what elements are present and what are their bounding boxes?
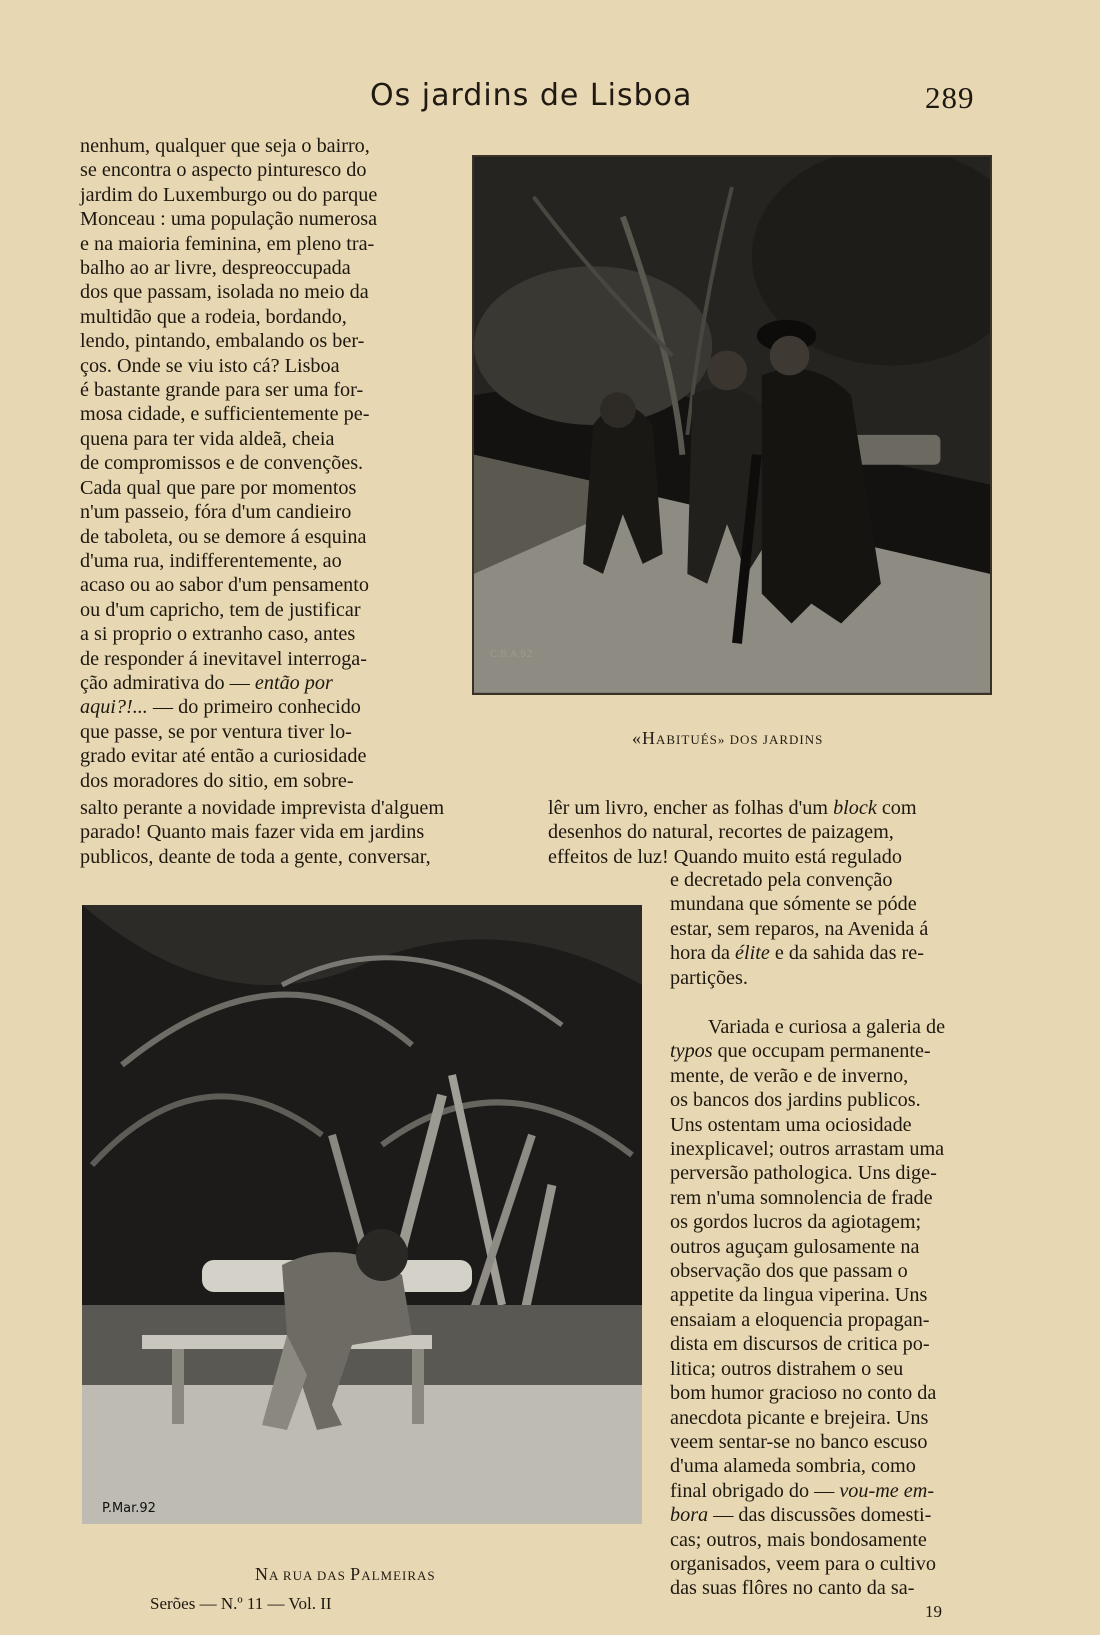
- text-line: appetite da lingua viperina. Uns: [670, 1284, 928, 1307]
- text-line: e decretado pela convenção: [670, 869, 893, 891]
- text-line: veem sentar-se no banco escuso: [670, 1430, 928, 1453]
- text-line: estar, sem reparos, na Avenida á: [670, 917, 929, 940]
- text-line: Uns ostentam uma ociosidade: [670, 1113, 912, 1136]
- text-line: de responder á inevitavel interroga-: [80, 647, 367, 670]
- text-line: dos que passam, isolada no meio da: [80, 281, 369, 304]
- text-line: lendo, pintando, embalando os ber-: [80, 330, 365, 353]
- text-line: anecdota picante e brejeira. Uns: [670, 1406, 929, 1429]
- text-line: [670, 941, 1005, 965]
- text-line: mundana que sómente se póde: [670, 893, 917, 916]
- text-line: jardim do Luxemburgo ou do parque: [80, 183, 378, 206]
- photo-habitues: [472, 155, 992, 695]
- text-run: final obrigado do —: [670, 1479, 840, 1502]
- column-right-text: [670, 868, 1005, 990]
- text-line: observação dos que passam o: [670, 1260, 908, 1283]
- text-line: outros aguçam gulosamente na: [670, 1235, 920, 1258]
- column-right-paragraph: [670, 1015, 1005, 1601]
- photo-habitues-image: [474, 157, 990, 693]
- text-line: de compromissos e de convenções.: [80, 452, 364, 475]
- photo-palmeiras: [82, 905, 642, 1524]
- footer-signature-mark: 19: [925, 1602, 942, 1621]
- text-line: salto perante a novidade imprevista d'alguem: [80, 797, 445, 819]
- text-line: rem n'uma somnolencia de frade: [670, 1186, 933, 1209]
- text-line: [670, 1039, 1005, 1063]
- text-line: Variada e curiosa a galeria de: [708, 1016, 946, 1038]
- italic-run: então por: [254, 671, 333, 694]
- text-run: — do primeiro conhecido: [147, 696, 361, 719]
- text-line: effeitos de luz! Quando muito está regulado: [548, 845, 902, 868]
- text-line: mente, de verão e de inverno,: [670, 1064, 909, 1087]
- page-number: 289: [925, 80, 975, 115]
- text-line: ou d'um capricho, tem de justificar: [80, 598, 361, 621]
- caption-habitues: [632, 728, 823, 749]
- text-run: que occupam permanente-: [712, 1040, 931, 1063]
- text-line: mosa cidade, e sufficientemente pe-: [80, 403, 370, 426]
- text-line: multidão que a rodeia, bordando,: [80, 305, 347, 328]
- text-line: e na maioria feminina, em pleno tra-: [80, 232, 375, 255]
- text-line: [80, 671, 442, 695]
- text-line: de taboleta, ou se demore á esquina: [80, 525, 367, 548]
- text-line: cas; outros, mais bondosamente: [670, 1528, 927, 1551]
- text-line: inexplicavel; outros arrastam uma: [670, 1138, 945, 1161]
- text-run: ção admirativa do —: [80, 671, 255, 694]
- photo-signature: P.Mar.92: [102, 1501, 156, 1516]
- footer-issue-info: Serões — N.º 11 — Vol. II: [150, 1594, 332, 1613]
- text-line: balho ao ar livre, despreoccupada: [80, 257, 351, 280]
- caption-palmeiras: [255, 1564, 436, 1585]
- caption-rest: ABITUÉS» DOS JARDINS: [656, 732, 824, 747]
- photo-palmeiras-image: [82, 905, 642, 1524]
- text-run: hora da: [670, 942, 736, 965]
- text-run: e da sahida das re-: [769, 942, 924, 965]
- italic-run: block: [833, 797, 877, 819]
- text-line: ensaiam a eloquencia propagan-: [670, 1308, 930, 1331]
- text-run: — das discussões domesti-: [708, 1504, 932, 1527]
- text-line: desenhos do natural, recortes de paizagem,: [548, 821, 894, 844]
- caption-run: ALMEIRAS: [361, 1568, 436, 1583]
- text-line: acaso ou ao sabor d'um pensamento: [80, 574, 369, 597]
- page-title: Os jardins de Lisboa: [370, 78, 693, 113]
- text-line: os bancos dos jardins publicos.: [670, 1089, 921, 1112]
- column-left-text: [80, 134, 442, 793]
- text-run: com: [876, 797, 917, 819]
- text-line: grado evitar até então a curiosidade: [80, 745, 367, 768]
- text-line: organisados, veem para o cultivo: [670, 1552, 936, 1575]
- text-line: ços. Onde se viu isto cá? Lisboa: [80, 354, 340, 377]
- text-line: litica; outros distrahem o seu: [670, 1357, 904, 1380]
- text-line: d'uma rua, indifferentemente, ao: [80, 549, 342, 572]
- italic-run: vou-me em-: [839, 1479, 935, 1502]
- text-line: n'um passeio, fóra d'um candieiro: [80, 501, 352, 524]
- text-line: nenhum, qualquer que seja o bairro,: [80, 135, 370, 157]
- caption-run: A RUA DAS: [269, 1568, 351, 1583]
- caption-initial: N: [255, 1564, 269, 1584]
- text-run: lêr um livro, encher as folhas d'um: [548, 797, 834, 819]
- text-line: d'uma alameda sombria, como: [670, 1455, 916, 1478]
- wide-text-right: [548, 796, 1004, 869]
- text-line: os gordos lucros da agiotagem;: [670, 1211, 922, 1234]
- text-line: perversão pathologica. Uns dige-: [670, 1162, 937, 1185]
- wide-text-left: [80, 796, 525, 869]
- text-line: quena para ter vida aldeã, cheia: [80, 427, 335, 450]
- text-line: das suas flôres no canto da sa-: [670, 1577, 915, 1600]
- italic-run: bora: [670, 1504, 709, 1527]
- italic-run: aqui?!...: [80, 696, 148, 719]
- italic-run: typos: [670, 1040, 713, 1063]
- text-line: Monceau : uma população numerosa: [80, 208, 378, 231]
- caption-initial: P: [350, 1564, 362, 1584]
- text-line: bom humor gracioso no conto da: [670, 1382, 937, 1405]
- text-line: [670, 1503, 1005, 1527]
- text-line: [670, 1479, 1005, 1503]
- photo-signature: C.B.A.92: [490, 649, 533, 660]
- text-line: partições.: [670, 966, 748, 989]
- text-line: é bastante grande para ser uma for-: [80, 379, 364, 402]
- text-line: dista em discursos de critica po-: [670, 1333, 930, 1356]
- text-line: [80, 695, 442, 719]
- text-line: se encontra o aspecto pinturesco do: [80, 159, 367, 182]
- text-line: dos moradores do sitio, em sobre-: [80, 769, 354, 792]
- text-line: [548, 796, 1004, 820]
- italic-run: élite: [735, 942, 770, 965]
- text-line: publicos, deante de toda a gente, conversar,: [80, 845, 431, 868]
- text-line: Cada qual que pare por momentos: [80, 476, 357, 499]
- text-line: a si proprio o extranho caso, antes: [80, 623, 356, 646]
- text-line: que passe, se por ventura tiver lo-: [80, 720, 352, 743]
- caption-initial: «H: [632, 728, 656, 748]
- text-line: parado! Quanto mais fazer vida em jardins: [80, 821, 425, 844]
